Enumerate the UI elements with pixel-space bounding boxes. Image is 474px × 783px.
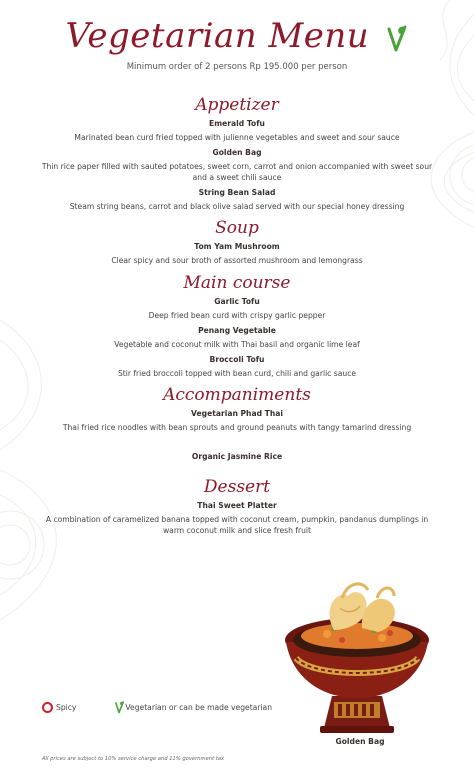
menu-item <box>36 325 438 350</box>
red-circle-icon <box>42 702 53 713</box>
footnote: All prices are subject to 10% service charge and 11% government tax <box>42 756 225 762</box>
legend <box>42 700 272 714</box>
menu-item <box>36 187 438 212</box>
item-name: Vegetarian Phad Thai <box>191 409 283 418</box>
item-name: Thai Sweet Platter <box>197 501 277 510</box>
item-name: Emerald Tofu <box>209 119 265 128</box>
menu-item <box>36 451 438 462</box>
item-name: Broccoli Tofu <box>209 355 265 364</box>
item-name: Tom Yam Mushroom <box>194 242 280 251</box>
menu-item <box>36 296 438 321</box>
section-title: Accompaniments <box>163 385 311 405</box>
item-name: Organic Jasmine Rice <box>191 452 283 461</box>
section-soup <box>36 217 438 266</box>
item-description: Marinated bean curd fried topped with julienne vegetables and sweet and sour sauce <box>74 133 400 142</box>
item-name: Golden Bag <box>212 148 262 157</box>
legend-vegetarian-label: Vegetarian or can be made vegetarian <box>125 702 273 712</box>
menu-title-text: Vegetarian Menu <box>65 16 370 56</box>
item-description: Stir fried broccoli topped with bean curd, chili and garlic sauce <box>117 369 357 378</box>
v-leaf-icon <box>385 23 409 53</box>
v-leaf-icon <box>114 700 125 714</box>
item-name: String Bean Salad <box>198 188 276 197</box>
menu-item <box>36 118 438 143</box>
section-accompaniments <box>36 384 438 462</box>
menu-item <box>36 354 438 379</box>
item-description: Clear spicy and sour broth of assorted mushroom and lemongrass <box>111 256 363 265</box>
section-title: Main course <box>183 273 291 293</box>
menu-item <box>36 408 438 433</box>
section-main-course <box>36 272 438 379</box>
item-description: Thai fried rice noodles with bean sprouts and ground peanuts with tangy tamarind dressing <box>62 423 412 432</box>
menu-content <box>36 92 438 540</box>
item-name: Garlic Tofu <box>214 297 260 306</box>
legend-spicy-label: Spicy <box>56 702 77 712</box>
section-title: Dessert <box>203 477 271 497</box>
section-title: Soup <box>215 218 259 238</box>
golden-bag-photo <box>282 578 432 736</box>
item-description: Vegetable and coconut milk with Thai basil and organic lime leaf <box>114 340 360 349</box>
menu-item <box>36 500 438 536</box>
menu-subtitle: Minimum order of 2 persons Rp 195.000 per person <box>126 62 348 72</box>
item-description: Steam string beans, carrot and black olive salad served with our special honey dressing <box>69 202 405 211</box>
section-title: Appetizer <box>195 95 279 115</box>
menu-title <box>0 16 474 56</box>
section-appetizer <box>36 94 438 212</box>
section-dessert <box>36 476 438 536</box>
menu-item <box>36 241 438 266</box>
photo-caption: Golden Bag <box>335 737 385 746</box>
item-description: Thin rice paper filled with sauted potatoes, sweet corn, carrot and onion accompanied with sweet sour and a sweet chili sauce <box>41 162 433 182</box>
item-name: Penang Vegetable <box>198 326 276 335</box>
spacer <box>36 437 438 449</box>
item-description: A combination of caramelized banana topped with coconut cream, pumpkin, pandanus dumplings in warm coconut milk and slice fresh fruit <box>45 515 429 535</box>
item-description: Deep fried bean curd with crispy garlic pepper <box>148 311 326 320</box>
menu-item <box>36 147 438 183</box>
